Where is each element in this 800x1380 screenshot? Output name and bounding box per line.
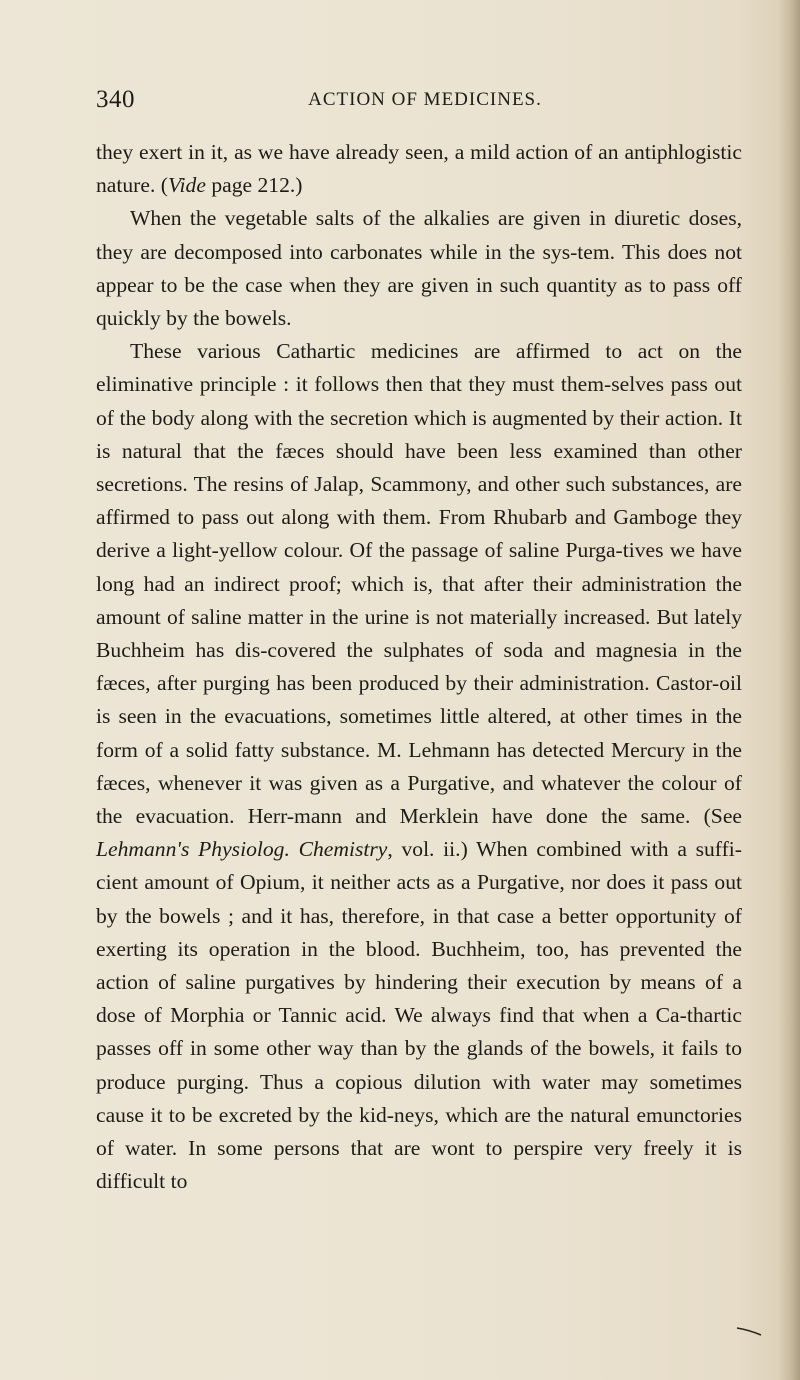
page-header [96, 86, 742, 120]
running-head: ACTION OF MEDICINES. [308, 89, 542, 110]
body-text [96, 136, 742, 1199]
text-run: they exert in it, as we have already seen, a mild action of an antiphlogistic nature. ( [96, 140, 742, 198]
text-run: When the vegetable salts of the alkalies are given in diuretic doses, they are decomposed into carbonates while in the sys-tem. This does not appear to be the case when they are given in such quantity as to pass off quickly by the bowels. [96, 206, 742, 331]
italic-run: Vide [167, 173, 206, 198]
paragraph [96, 202, 742, 335]
paragraph [96, 136, 742, 202]
page-edge-shadow [778, 0, 800, 1380]
italic-run: Lehmann's Physiolog. Chemistry [96, 837, 388, 862]
page-number: 340 [96, 86, 135, 113]
text-run: , vol. ii.) When combined with a suffi-cient amount of Opium, it neither acts as a Purgative, nor does it pass out by the bowels ; and it has, therefore, in that case a better opportunity of exerting its operation in the blood. Buchheim, too, has prevented the action of saline purgatives by hindering their execution by means of a dose of Morphia or Tannic acid. We always find that when a Ca-thartic passes off in some other way than by the glands of the bowels, it fails to produce purging. Thus a copious dilution with water may sometimes cause it to be excreted by the kid-neys, which are the natural emunctories of water. In some persons that are wont to perspire very freely it is difficult to [96, 837, 742, 1194]
paragraph [96, 335, 742, 1198]
printer-mark-icon [736, 1326, 762, 1336]
text-run: page 212.) [205, 173, 303, 198]
text-run: These various Cathartic medicines are affirmed to act on the eliminative principle : it follows then that they must them-selves pass out of the body along with the secretion which is augmented by their action. It is natural that the fæces should have been less examined than other secretions. The resins of Jalap, Scammony, and other such substances, are affirmed to pass out along with them. From Rhubarb and Gamboge they derive a light-yellow colour. Of the passage of saline Purga-tives we have long had an indirect proof; which is, that after their administration the amount of saline matter in the urine is not materially increased. But lately Buchheim has dis-covered the sulphates of soda and magnesia in the fæces, after purging has been produced by their administration. Castor-oil is seen in the evacuations, sometimes little altered, at other times in the form of a solid fatty substance. M. Lehmann has detected Mercury in the fæces, whenever it was given as a Purgative, and whatever the colour of the evacuation. Herr-mann and Merklein have done the same. (See [96, 339, 742, 829]
